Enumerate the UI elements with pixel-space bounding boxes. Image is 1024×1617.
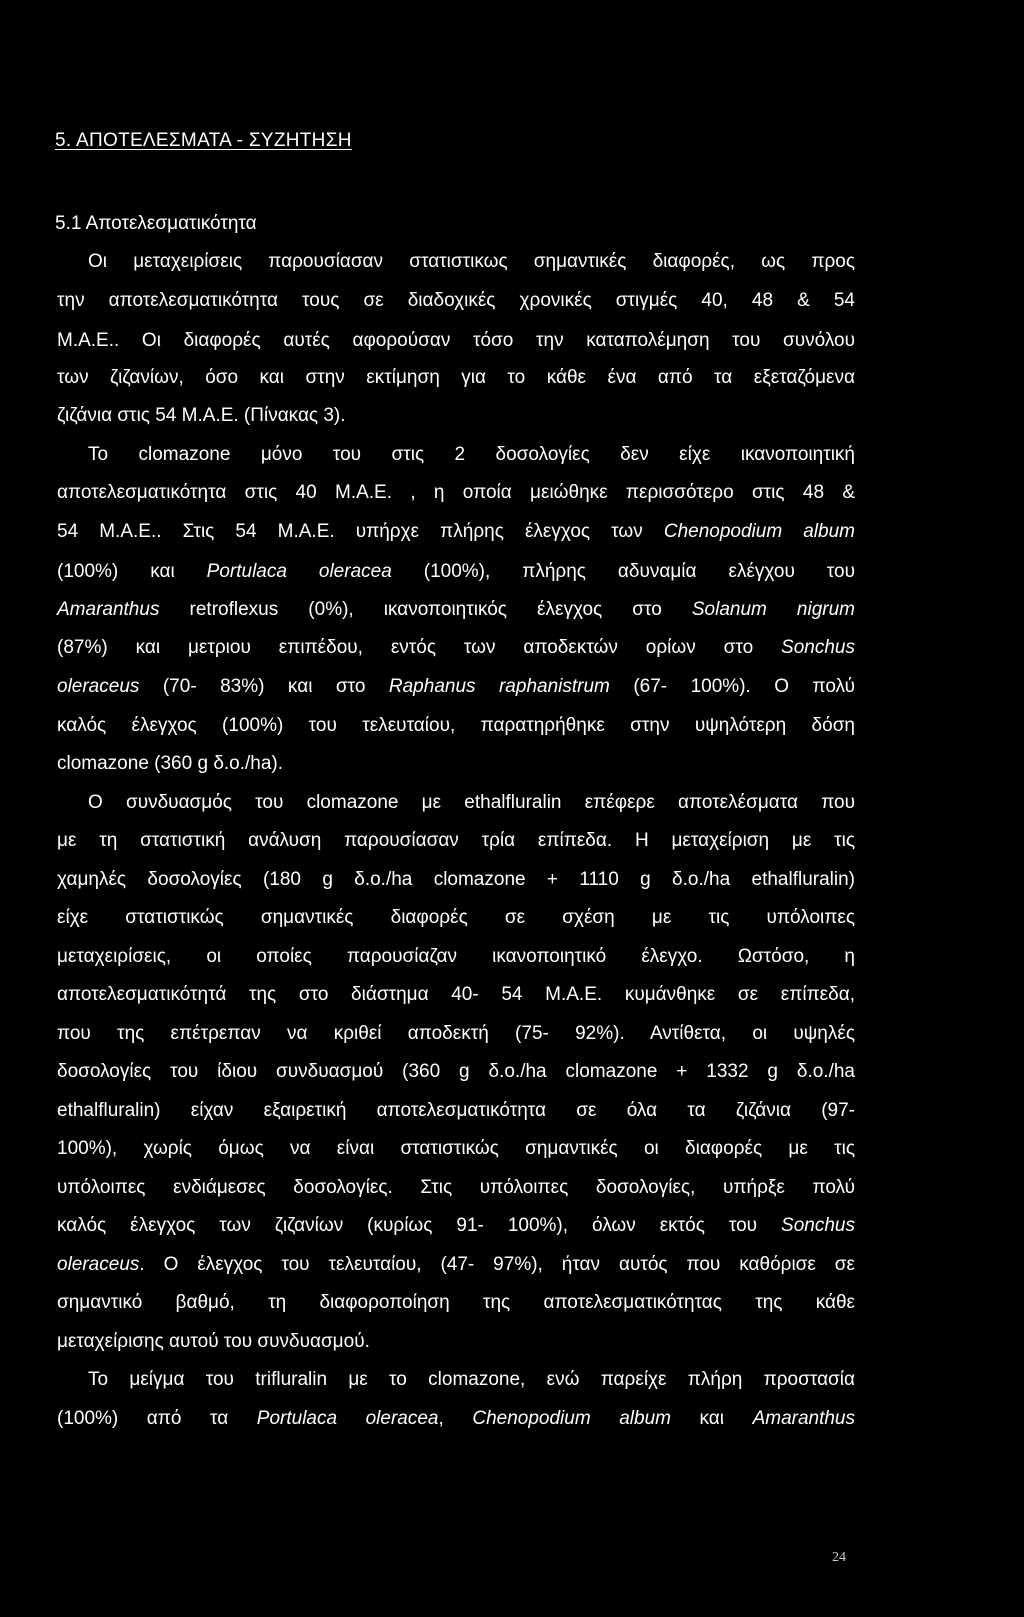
text-line: ζιζάνια στις 54 Μ.Α.Ε. (Πίνακας 3).	[57, 405, 346, 426]
text-line: 100%), χωρίς όμως να είναι στατιστικώς σημαντικές οι διαφορές με τις	[57, 1138, 855, 1159]
text-line: με τη στατιστική ανάλυση παρουσίασαν τρία επίπεδα. Η μεταχείριση με τις	[57, 830, 855, 851]
text-line: Οι μεταχειρίσεις παρουσίασαν στατιστικως σημαντικές διαφορές, ως προς	[88, 251, 855, 272]
text-line: σημαντικό βαθμό, τη διαφοροποίηση της αποτελεσματικότητας της κάθε	[57, 1292, 855, 1313]
text-line: 54 Μ.Α.Ε.. Στις 54 Μ.Α.Ε. υπήρχε πλήρης έλεγχος των Chenopodium album	[57, 521, 855, 542]
page-number: 24	[832, 1550, 846, 1565]
text-line: ethalfluralin) είχαν εξαιρετική αποτελεσματικότητα σε όλα τα ζιζάνια (97-	[57, 1100, 855, 1121]
text-line: μεταχειρίσεις, οι οποίες παρουσίαζαν ικανοποιητικό έλεγχο. Ωστόσο, η	[57, 946, 855, 967]
text-line: μεταχείρισης αυτού του συνδυασμού.	[57, 1331, 370, 1352]
text-line: Το clomazone μόνο του στις 2 δοσολογίες δεν είχε ικανοποιητική	[88, 444, 855, 465]
text-line: (87%) και μετριου επιπέδου, εντός των αποδεκτών ορίων στο Sonchus	[57, 637, 855, 658]
text-line: χαμηλές δοσολογίες (180 g δ.ο./ha clomazone + 1110 g δ.ο./ha ethalfluralin)	[57, 869, 855, 890]
section-heading: 5. ΑΠΟΤΕΛΕΣΜΑΤΑ - ΣΥΖΗΤΗΣΗ	[55, 130, 352, 151]
text-line: δοσολογίες του ίδιου συνδυασμού (360 g δ.ο./ha clomazone + 1332 g δ.ο./ha	[57, 1061, 855, 1082]
text-line: oleraceus (70- 83%) και στο Raphanus raphanistrum (67- 100%). Ο πολύ	[57, 676, 855, 697]
text-line: clomazone (360 g δ.ο./ha).	[57, 753, 284, 774]
text-line: καλός έλεγχος (100%) του τελευταίου, παρατηρήθηκε στην υψηλότερη δόση	[57, 715, 855, 736]
text-line: (100%) από τα Portulaca oleracea, Chenopodium album και Amaranthus	[57, 1408, 856, 1429]
subsection-heading: 5.1 Αποτελεσματικότητα	[55, 213, 257, 234]
text-line: υπόλοιπες ενδιάμεσες δοσολογίες. Στις υπόλοιπες δοσολογίες, υπήρξε πολύ	[57, 1177, 855, 1198]
text-line: καλός έλεγχος των ζιζανίων (κυρίως 91- 100%), όλων εκτός του Sonchus	[57, 1215, 855, 1236]
text-line: Μ.Α.Ε.. Οι διαφορές αυτές αφορούσαν τόσο την καταπολέμηση του συνόλου	[57, 330, 855, 351]
text-line: oleraceus. Ο έλεγχος του τελευταίου, (47- 97%), ήταν αυτός που καθόρισε σε	[57, 1254, 855, 1275]
text-line: αποτελεσματικότητά της στο διάστημα 40- 54 Μ.Α.Ε. κυμάνθηκε σε επίπεδα,	[57, 984, 855, 1005]
text-line: Ο συνδυασμός του clomazone με ethalfluralin επέφερε αποτελέσματα που	[88, 792, 855, 813]
text-line: αποτελεσματικότητα στις 40 Μ.Α.Ε. , η οποία μειώθηκε περισσότερο στις 48 &	[57, 482, 855, 503]
text-line: (100%) και Portulaca oleracea (100%), πλήρης αδυναμία ελέγχου του	[57, 561, 855, 582]
text-line: των ζιζανίων, όσο και στην εκτίμηση για το κάθε ένα από τα εξεταζόμενα	[57, 367, 855, 388]
text-line: την αποτελεσματικότητα τους σε διαδοχικές χρονικές στιγμές 40, 48 & 54	[57, 290, 855, 311]
text-line: Amaranthus retroflexus (0%), ικανοποιητικός έλεγχος στο Solanum nigrum	[57, 599, 856, 620]
text-line: που της επέτρεπαν να κριθεί αποδεκτή (75- 92%). Αντίθετα, οι υψηλές	[57, 1023, 855, 1044]
text-line: Το μείγμα του trifluralin με το clomazone, ενώ παρείχε πλήρη προστασία	[88, 1369, 855, 1390]
text-line: είχε στατιστικώς σημαντικές διαφορές σε σχέση με τις υπόλοιπες	[57, 907, 855, 928]
